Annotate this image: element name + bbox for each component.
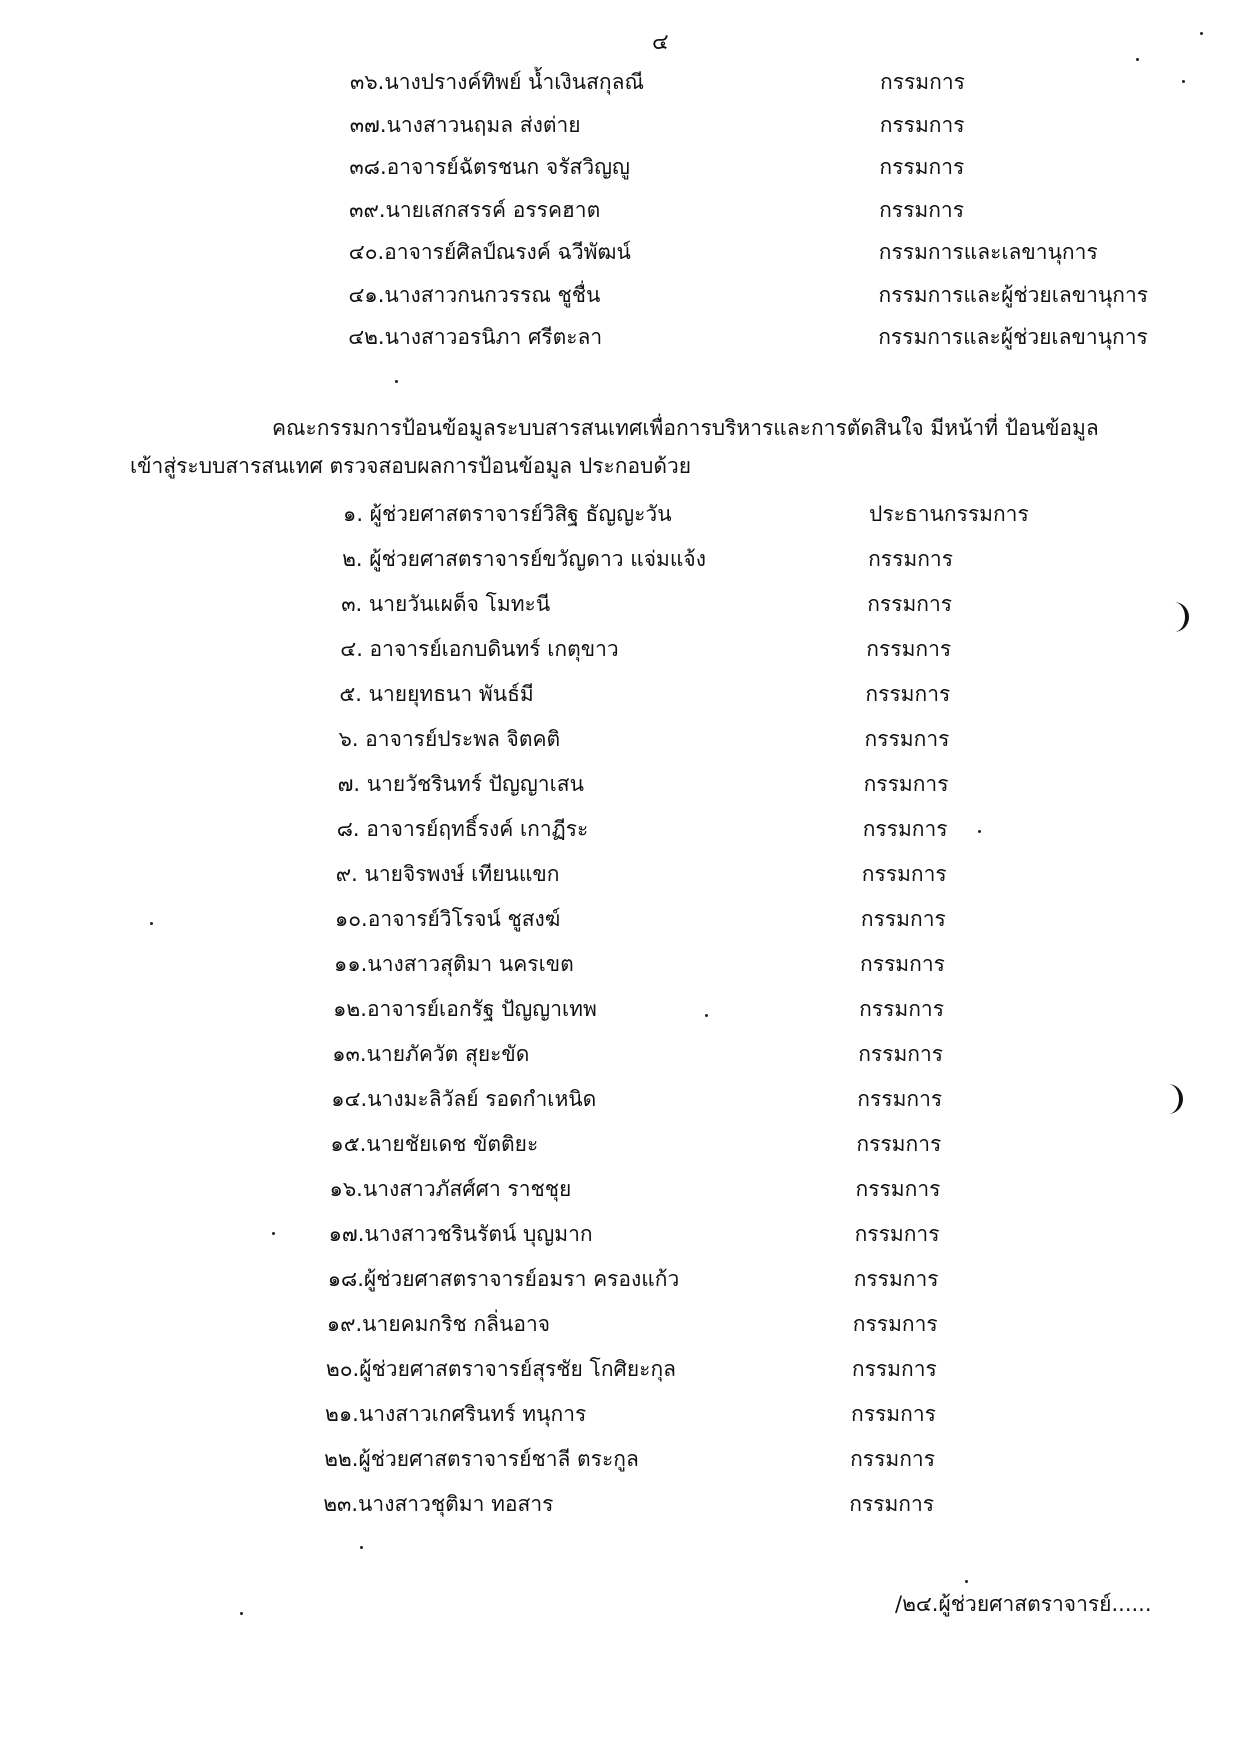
member-name: ๓๖.นางปรางค์ทิพย์ น้ำเงินสกุลณี	[350, 70, 644, 94]
member-name: ๒๒.ผู้ช่วยศาสตราจารย์ชาลี ตระกูล	[324, 1447, 639, 1471]
member-role: กรรมการ	[853, 1267, 939, 1291]
member-name: ๖. อาจารย์ประพล จิตคติ	[338, 727, 561, 751]
scan-hole-mark-1	[1168, 600, 1190, 634]
member-role: กรรมการ	[879, 112, 965, 137]
list-item	[335, 901, 1234, 937]
list-item	[349, 234, 1234, 270]
member-role: กรรมการ	[859, 997, 944, 1021]
member-role: กรรมการ	[851, 1402, 936, 1426]
scan-hole-mark-2	[1162, 1082, 1184, 1116]
list-item	[349, 277, 1234, 313]
member-role: กรรมการ	[851, 1357, 937, 1381]
list-item	[334, 946, 1234, 982]
scan-speck	[965, 1580, 968, 1583]
member-role: กรรมการ	[866, 637, 952, 661]
member-role: กรรมการ	[861, 862, 947, 886]
member-name: ๑๖.นางสาวภัสศ์ศา ราชชุย	[329, 1177, 572, 1201]
member-role: กรรมการ	[849, 1492, 935, 1516]
member-name: ๙. นายจิรพงษ์ เทียนแขก	[335, 862, 560, 886]
list-item	[325, 1396, 1225, 1432]
member-role: กรรมการ	[850, 1447, 935, 1471]
member-name: ๔. อาจารย์เอกบดินทร์ เกตุขาว	[340, 637, 619, 661]
member-name: ๑๐.อาจารย์วิโรจน์ ชูสงฆ์	[334, 907, 561, 931]
member-role: กรรมการและเลขานุการ	[878, 240, 1098, 264]
member-name: ๔๐.อาจารย์ศิลป์ณรงค์ ฉวีพัฒน์	[348, 240, 631, 264]
scan-speck	[272, 1232, 275, 1235]
member-role: กรรมการ	[855, 1177, 941, 1201]
list-item	[339, 721, 1234, 757]
member-name: ๑. ผู้ช่วยศาสตราจารย์วิสิฐ ธัญญะวัน	[343, 502, 672, 526]
scan-speck	[1200, 32, 1203, 35]
list-item	[333, 991, 1233, 1027]
list-item	[330, 1171, 1230, 1207]
member-name: ๓. นายวันเผด็จ โมทะนี	[341, 592, 551, 616]
member-name: ๑๗.นางสาวชรินรัตน์ บุญมาก	[328, 1222, 593, 1246]
member-role: กรรมการ	[868, 547, 953, 571]
member-name: ๗. นายวัชรินทร์ ปัญญาเสน	[337, 772, 584, 796]
member-role: กรรมการ	[860, 952, 945, 976]
member-name: ๕. นายยุทธนา พันธ์มี	[339, 682, 534, 706]
member-role: กรรมการ	[858, 1042, 944, 1066]
list-item	[340, 631, 1234, 667]
list-item	[336, 856, 1234, 892]
list-item	[337, 811, 1234, 847]
list-item	[324, 1441, 1224, 1477]
scan-speck	[978, 830, 981, 833]
list-item	[341, 586, 1234, 622]
member-name: ๓๘.อาจารย์ฉัตรชนก จรัสวิญญู	[349, 155, 630, 179]
member-name: ๒. ผู้ช่วยศาสตราจารย์ขวัญดาว แจ่มแจ้ง	[342, 547, 706, 571]
member-role: กรรมการ	[865, 682, 951, 706]
list-item	[331, 1081, 1231, 1117]
member-name: ๑๙.นายคมกริช กลิ่นอาจ	[326, 1312, 551, 1336]
member-name: ๘. อาจารย์ฤทธิ์รงค์ เกาฏีระ	[336, 817, 589, 841]
scan-speck	[360, 1546, 363, 1549]
member-name: ๑๘.ผู้ช่วยศาสตราจารย์อมรา ครองแก้ว	[327, 1267, 680, 1291]
member-name: ๔๒.นางสาวอรนิภา ศรีตะลา	[348, 325, 603, 349]
list-item	[332, 1036, 1232, 1072]
list-item	[323, 1486, 1223, 1522]
member-role: กรรมการและผู้ช่วยเลขานุการ	[878, 325, 1148, 349]
scan-speck	[395, 380, 398, 383]
member-role: กรรมการ	[863, 772, 949, 796]
committee-intro-line-2: เข้าสู่ระบบสารสนเทศ ตรวจสอบผลการป้อนข้อมูล ประกอบด้วย	[130, 454, 692, 478]
list-item	[338, 766, 1234, 802]
continuation-note: /๒๔.ผู้ช่วยศาสตราจารย์......	[895, 1592, 1152, 1616]
member-role: กรรมการ	[862, 817, 948, 841]
member-name: ๓๗.นางสาวนฤมล ส่งต่าย	[349, 112, 581, 137]
list-item	[326, 1351, 1226, 1387]
member-role: กรรมการ	[867, 592, 953, 616]
member-name: ๓๙.นายเสกสรรค์ อรรคฮาต	[349, 197, 601, 222]
list-item	[327, 1306, 1227, 1342]
list-item	[329, 1216, 1229, 1252]
member-role: กรรมการ	[852, 1312, 938, 1336]
list-item	[349, 192, 1234, 228]
member-name: ๑๓.นายภัควัต สุยะขัด	[332, 1042, 530, 1066]
member-role: กรรมการ	[880, 70, 965, 94]
scan-speck	[150, 922, 153, 925]
member-role: ประธานกรรมการ	[869, 502, 1029, 526]
member-role: กรรมการ	[860, 907, 946, 931]
scan-speck	[1136, 58, 1139, 61]
member-name: ๒๓.นางสาวชุติมา ทอสาร	[323, 1492, 554, 1516]
member-name: ๑๔.นางมะลิวัลย์ รอดกำเหนิด	[331, 1087, 597, 1111]
list-item	[349, 149, 1234, 185]
scan-speck	[1182, 80, 1185, 83]
list-item	[330, 1126, 1230, 1162]
member-role: กรรมการ	[864, 727, 950, 751]
member-name: ๑๒.อาจารย์เอกรัฐ ปัญญาเทพ	[333, 997, 597, 1021]
list-item	[350, 64, 1234, 100]
member-name: ๑๕.นายชัยเดช ขัตติยะ	[330, 1132, 539, 1156]
committee-intro-line-1: คณะกรรมการป้อนข้อมูลระบบสารสนเทศเพื่อการบริหารและการตัดสินใจ มีหน้าที่ ป้อนข้อมูล	[272, 416, 1099, 440]
member-name: ๔๑.นางสาวกนกวรรณ ชูชื่น	[348, 282, 601, 307]
member-name: ๒๐.ผู้ช่วยศาสตราจารย์สุรชัย โกศิยะกุล	[325, 1357, 677, 1381]
member-role: กรรมการ	[879, 197, 964, 222]
member-role: กรรมการและผู้ช่วยเลขานุการ	[878, 282, 1149, 307]
page-number: ๔	[652, 30, 669, 55]
member-role: กรรมการ	[879, 155, 965, 179]
member-name: ๒๑.นางสาวเกศรินทร์ ทนุการ	[325, 1402, 587, 1426]
member-role: กรรมการ	[856, 1132, 942, 1156]
scan-speck	[240, 1612, 243, 1615]
member-role: กรรมการ	[857, 1087, 943, 1111]
member-role: กรรมการ	[854, 1222, 940, 1246]
list-item	[339, 676, 1234, 712]
list-item	[343, 496, 1234, 532]
list-item	[342, 541, 1234, 577]
list-item	[328, 1261, 1228, 1297]
scan-speck	[705, 1014, 708, 1017]
list-item	[350, 107, 1234, 143]
member-name: ๑๑.นางสาวสุติมา นครเขต	[334, 952, 574, 976]
list-item	[348, 319, 1234, 355]
